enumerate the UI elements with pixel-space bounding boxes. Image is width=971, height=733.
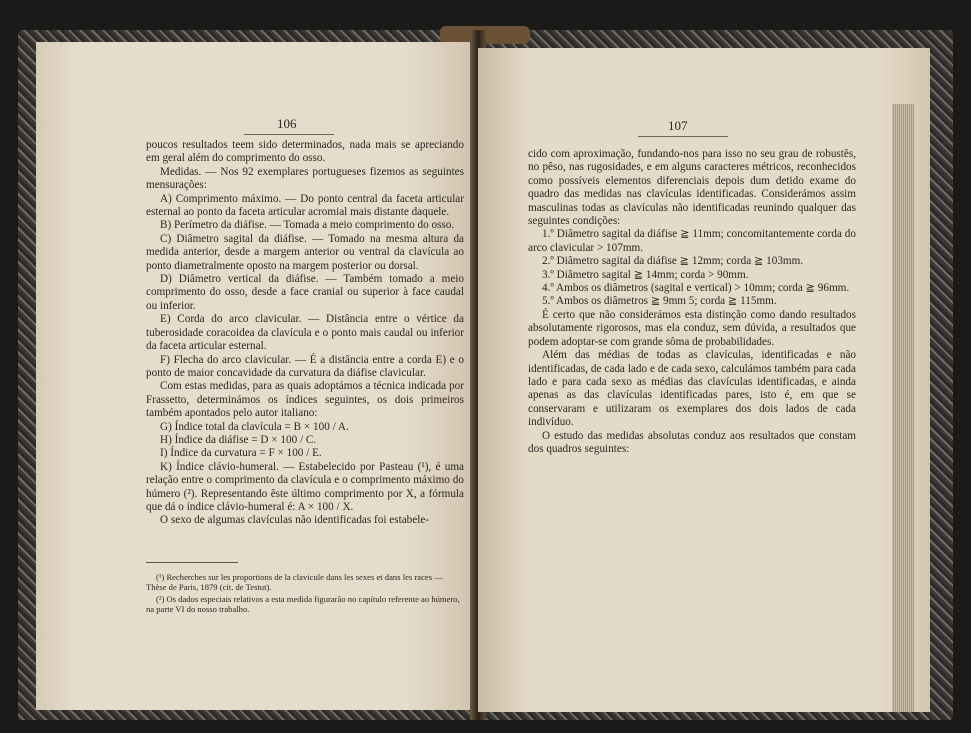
- header-rule: [638, 136, 728, 137]
- footnotes: [146, 572, 464, 616]
- page-stack-edge: [892, 104, 914, 712]
- left-page: [36, 42, 476, 710]
- paragraph: F) Flecha do arco clavicular. — É a distância entre a corda E) e o ponto de maior concavidade da curvatura da diáfise clavicular.: [146, 353, 464, 379]
- paragraph: B) Perímetro da diáfise. — Tomada a meio comprimento do osso.: [160, 219, 455, 232]
- paragraph: Além das médias de todas as clavículas, identificadas e não identificadas, de cada lado e de cada sexo, calculámos também para cada lado e para cada sexo as médias das clavículas identificadas, e ainda apenas as das clavículas identificadas pares, isto é, em que se conservaram e utilizaram os exemplares dos dois lados de cada indivíduo.: [528, 349, 856, 429]
- right-page-body: [528, 148, 856, 456]
- footnote: (²) Os dados especiais relativos a esta medida figurarão no capítulo referente ao húmero, na parte VI do nosso trabalho.: [146, 593, 460, 615]
- paragraph: poucos resultados teem sido determinados, nada mais se apreciando em geral além do comprimento do osso.: [146, 139, 464, 165]
- paragraph: Medidas. — Nos 92 exemplares portugueses fizemos as seguintes mensurações:: [146, 165, 464, 192]
- formula: G) Índice total da clavícula = B × 100 / A.: [160, 420, 349, 433]
- left-page-body: [146, 139, 464, 528]
- paragraph: D) Diâmetro vertical da diáfise. — Também tomado a meio comprimento do osso, desde a face cranial ou superior à face caudal ou inferior.: [146, 273, 464, 312]
- paragraph: É certo que não considerámos esta distinção como dando resultados absolutamente rigorosos, mas ela conduz, sem dúvida, a resultados que podem adoptar-se com grande sôma de probabilidades.: [528, 308, 856, 348]
- right-page: [478, 48, 930, 712]
- paragraph: 2.º Diâmetro sagital da diáfise ≧ 12mm; corda ≧ 103mm.: [542, 255, 804, 268]
- paragraph: 5.º Ambos os diâmetros ≧ 9mm 5; corda ≧ 115mm.: [542, 295, 777, 308]
- paragraph: O estudo das medidas absolutas conduz aos resultados que constam dos quadros seguintes:: [528, 429, 856, 455]
- paragraph: 1.º Diâmetro sagital da diáfise ≧ 11mm; concomitantemente corda do arco clavicular > 107mm.: [528, 228, 856, 254]
- paragraph: O sexo de algumas clavículas não identificadas foi estabele-: [160, 514, 430, 527]
- page-number: 106: [277, 116, 297, 131]
- paragraph: Com estas medidas, para as quais adoptámos a técnica indicada por Frassetto, determinámos os índices seguintes, os dois primeiros também apontados pelo autor italiano:: [146, 380, 464, 420]
- formula: I) Índice da curvatura = F × 100 / E.: [160, 447, 322, 460]
- paragraph: C) Diâmetro sagital da diáfise. — Tomado na mesma altura da medida anterior, desde a margem anterior ou ventral da clavícula ao ponto diametralmente oposto na margem posterior ou dorsal.: [146, 232, 464, 272]
- footnote: (¹) Recherches sur les proportions de la clavicule dans les sexes et dans les races — Thèse de Paris, 1879 (cit. de Testut).: [146, 572, 443, 593]
- paragraph: E) Corda do arco clavicular. — Distância entre o vértice da tuberosidade coracoidea da clavícula e o ponto mais caudal ou inferior da faceta articular esternal.: [146, 313, 464, 353]
- footnote-rule: [146, 562, 238, 563]
- paragraph: K) Índice clávio-humeral. — Estabelecido por Pasteau (¹), é uma relação entre o comprimento da clavícula e o comprimento máximo do húmero (²). Representando êste último comprimento por X, a fórmula que dá o índice clávio-humeral é: A × 100 / X.: [146, 460, 464, 513]
- paragraph: 3.º Diâmetro sagital ≧ 14mm; corda > 90mm.: [542, 268, 749, 281]
- paragraph: 4.º Ambos os diâmetros (sagital e vertical) > 10mm; corda ≧ 96mm.: [542, 282, 850, 295]
- paragraph: cido com aproximação, fundando-nos para isso no seu grau de robustês, no pêso, nas rugosidades, e em alguns caracteres métricos, reconhecidos como possíveis elementos diferenciais depois dum detido exame do quadro das medidas nas clavículas identificadas. Considerámos assim masculinas todas as clavículas não identificadas reunindo qualquer das seguintes condições:: [528, 148, 856, 228]
- formula: H) Índice da diáfise = D × 100 / C.: [160, 433, 317, 446]
- paragraph: A) Comprimento máximo. — Do ponto central da faceta articular esternal ao ponto da faceta articular acromial mais distante daquele.: [146, 192, 464, 219]
- header-rule: [244, 134, 334, 135]
- page-number: 107: [668, 118, 688, 133]
